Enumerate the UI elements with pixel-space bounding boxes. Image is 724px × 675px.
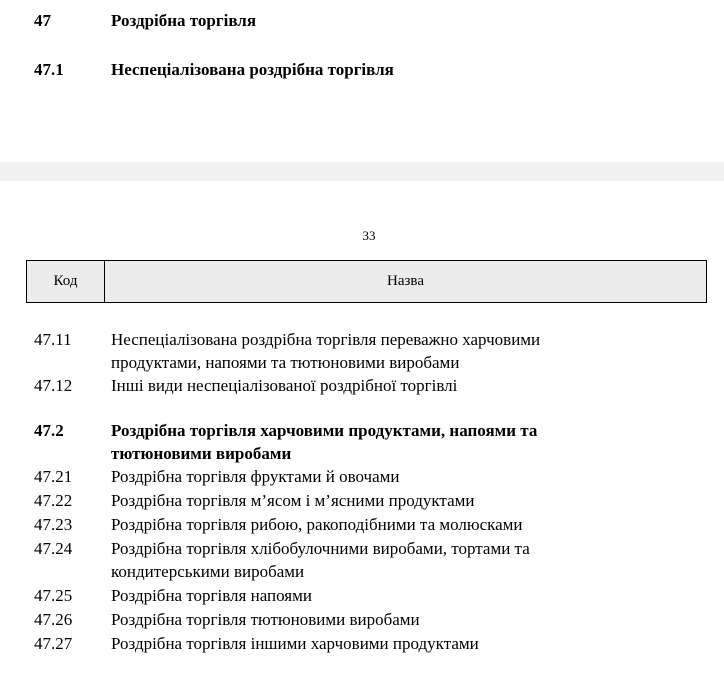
entry-code: 47.24 bbox=[34, 539, 73, 558]
entry-name: Роздрібна торгівля м’ясом і м’ясними продуктами bbox=[111, 491, 475, 510]
entry-name: Роздрібна торгівля іншими харчовими продуктами bbox=[111, 634, 479, 653]
entry-code: 47.23 bbox=[34, 515, 73, 534]
entry-name-line: Роздрібна торгівля хлібобулочними виробами, тортами та bbox=[111, 539, 530, 558]
entry-name: Роздрібна торгівля рибою, ракоподібними та молюсками bbox=[111, 515, 523, 534]
entry-name bbox=[111, 537, 621, 583]
entry-name-line: тютюновими виробами bbox=[111, 444, 292, 463]
column-header-name: Назва bbox=[387, 273, 424, 289]
table-header bbox=[26, 260, 707, 303]
entry-name: Роздрібна торгівля тютюновими виробами bbox=[111, 610, 420, 629]
entry-name bbox=[111, 328, 621, 374]
entry-name-line: Неспеціалізована роздрібна торгівля переважно харчовими bbox=[111, 330, 541, 349]
entry-code: 47.22 bbox=[34, 491, 73, 510]
entry-name bbox=[111, 419, 621, 465]
entry-code: 47.25 bbox=[34, 586, 73, 605]
entry-name: Роздрібна торгівля фруктами й овочами bbox=[111, 467, 400, 486]
column-header-code: Код bbox=[27, 261, 105, 302]
group-name: Неспеціалізована роздрібна торгівля bbox=[111, 60, 394, 79]
entry-code: 47.27 bbox=[34, 634, 73, 653]
entry-name: Інші види неспеціалізованої роздрібної торгівлі bbox=[111, 376, 458, 395]
entry-name: Роздрібна торгівля напоями bbox=[111, 586, 312, 605]
entry-code: 47.2 bbox=[34, 421, 64, 440]
entry-code: 47.26 bbox=[34, 610, 73, 629]
entry-code: 47.21 bbox=[34, 467, 73, 486]
page-separator bbox=[0, 162, 724, 181]
entry-name-line: Роздрібна торгівля харчовими продуктами, напоями та bbox=[111, 421, 538, 440]
entry-code: 47.11 bbox=[34, 330, 72, 349]
page-number: 33 bbox=[362, 228, 376, 243]
entry-name-line: кондитерськими виробами bbox=[111, 562, 305, 581]
division-code: 47 bbox=[34, 11, 51, 30]
entry-code: 47.12 bbox=[34, 376, 73, 395]
division-name: Роздрібна торгівля bbox=[111, 11, 257, 30]
entry-name-line: продуктами, напоями та тютюновими виробами bbox=[111, 353, 460, 372]
group-code: 47.1 bbox=[34, 60, 64, 79]
